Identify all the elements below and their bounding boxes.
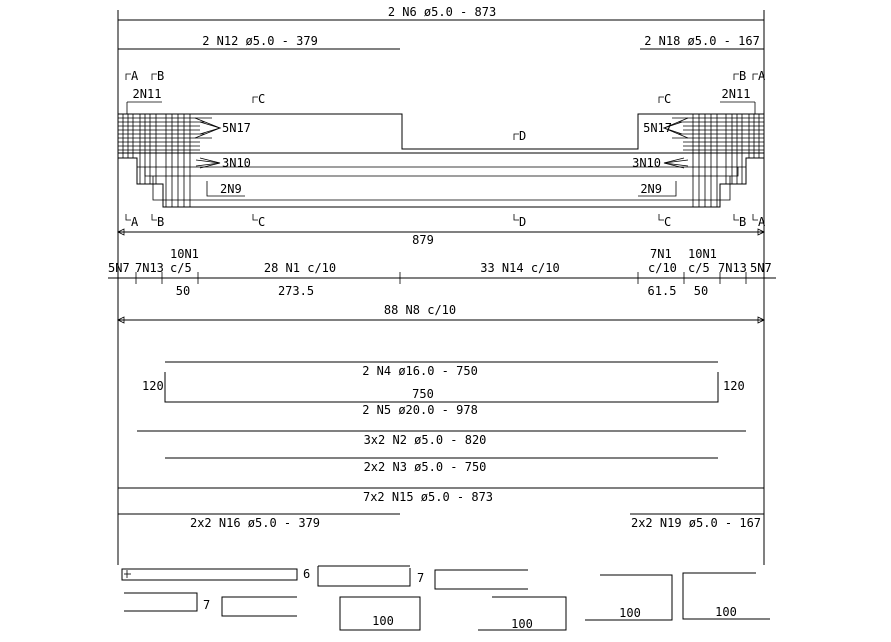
label-n11-left: 2N11 xyxy=(132,87,162,101)
dim-n7-left: 5N7 xyxy=(108,261,130,275)
label-n10-left: 3N10 xyxy=(222,156,251,170)
section-a-top-left: A xyxy=(131,69,139,83)
section-c-top-left: C xyxy=(258,92,266,106)
bar-n6-label: 2 N6 ø5.0 - 873 xyxy=(387,5,497,19)
dim-w61: 61.5 xyxy=(647,284,677,298)
bar-n18-label: 2 N18 ø5.0 - 167 xyxy=(644,34,760,48)
stirrup-shape-7a-top xyxy=(318,566,410,586)
bar-n16-label: 2x2 N16 ø5.0 - 379 xyxy=(189,516,321,530)
bar-n2-label: 3x2 N2 ø5.0 - 820 xyxy=(363,433,487,447)
section-c-bottom-left: C xyxy=(258,215,266,229)
label-n11-right: 2N11 xyxy=(721,87,751,101)
stirrup-shape-7b-right xyxy=(222,597,297,616)
label-n9-right: 2N9 xyxy=(640,182,662,196)
dim-w50-right: 50 xyxy=(693,284,709,298)
stirrup-shape-6 xyxy=(122,569,297,580)
bar-n5-label: 2 N5 ø20.0 - 978 xyxy=(362,403,478,417)
dim-n8-label: 88 N8 c/10 xyxy=(383,303,457,317)
stirrup-label-7b: 7 xyxy=(203,598,211,612)
stirrup-shape-7a-right xyxy=(435,570,528,589)
stirrup-label-7a: 7 xyxy=(417,571,425,585)
section-c-bottom-right: C xyxy=(664,215,672,229)
dim-c5-left: c/5 xyxy=(170,261,192,275)
label-n17-left: 5N17 xyxy=(222,121,251,135)
dim-n1-right: 7N1 xyxy=(650,247,672,261)
section-a-bottom-right: A xyxy=(758,215,766,229)
bar-n4-label: 2 N4 ø16.0 - 750 xyxy=(362,364,478,378)
section-c-top-right: C xyxy=(664,92,672,106)
section-a-top-right: A xyxy=(758,69,766,83)
stirrup-label-100c: 100 xyxy=(619,606,641,620)
section-b-bottom-right: B xyxy=(739,215,747,229)
stirrup-label-6: 6 xyxy=(303,567,311,581)
label-n10-right: 3N10 xyxy=(632,156,661,170)
dim-c5-right: c/5 xyxy=(688,261,710,275)
bar-n5-hook-left: 120 xyxy=(142,379,164,393)
dim-w50-left: 50 xyxy=(175,284,191,298)
section-a-bottom-left: A xyxy=(131,215,139,229)
section-b-top-left: B xyxy=(157,69,165,83)
dim-n1-end-left: 10N1 xyxy=(170,247,199,261)
dim-n7-right: 5N7 xyxy=(750,261,772,275)
section-marks-bottom xyxy=(126,214,766,229)
stirrup-shape-7b xyxy=(124,593,197,611)
dim-c10-right: c/10 xyxy=(648,261,677,275)
section-b-top-right: B xyxy=(739,69,747,83)
stirrup-label-100a: 100 xyxy=(372,614,394,628)
dim-w273: 273.5 xyxy=(277,284,315,298)
dim-total-label: 879 xyxy=(412,233,434,247)
dim-n13-right: 7N13 xyxy=(718,261,747,275)
section-b-bottom-left: B xyxy=(157,215,165,229)
dim-n1-end-right: 10N1 xyxy=(688,247,717,261)
bar-n5-hook-right: 120 xyxy=(723,379,745,393)
stirrup-label-100d: 100 xyxy=(715,605,737,619)
section-d-bottom: D xyxy=(519,215,527,229)
bar-n15-label: 7x2 N15 ø5.0 - 873 xyxy=(362,490,494,504)
label-n9-left: 2N9 xyxy=(220,182,242,196)
bar-n3-label: 2x2 N3 ø5.0 - 750 xyxy=(363,460,487,474)
bar-n19-label: 2x2 N19 ø5.0 - 167 xyxy=(630,516,762,530)
stirrup-label-100b: 100 xyxy=(511,617,533,631)
stirrup-shapes xyxy=(122,566,770,631)
dim-n1-mid: 28 N1 c/10 xyxy=(263,261,337,275)
dim-n13-left: 7N13 xyxy=(135,261,164,275)
section-d-top: D xyxy=(519,129,527,143)
bar-n5-length: 750 xyxy=(412,387,434,401)
dim-n14: 33 N14 c/10 xyxy=(480,261,560,275)
bar-n12-label: 2 N12 ø5.0 - 379 xyxy=(202,34,318,48)
label-n17-right: 5N17 xyxy=(643,121,672,135)
